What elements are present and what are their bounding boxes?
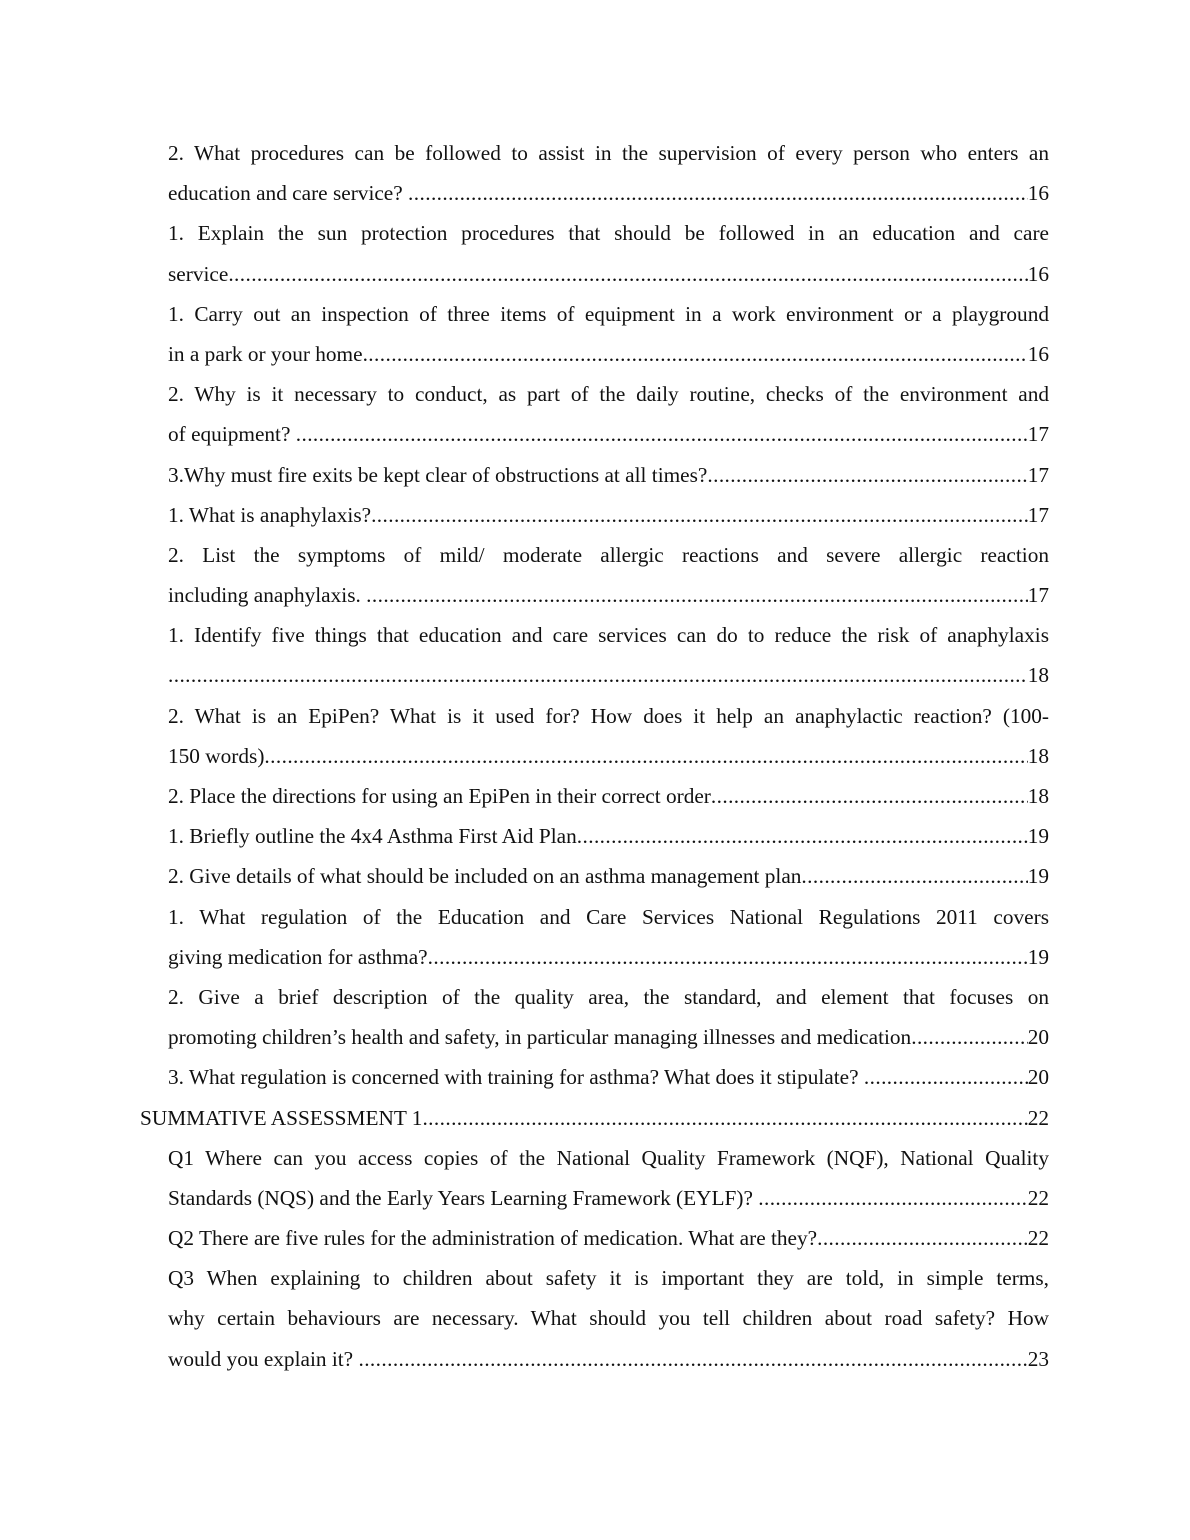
toc-entry-last-line [168,575,1049,615]
toc-entry[interactable] [168,615,1049,695]
toc-entry[interactable] [168,1138,1049,1218]
toc-entry-text: in a park or your home [168,341,363,366]
page-number: 19 [1027,864,1049,889]
dot-leader [707,455,1027,495]
toc-entry-last-line [168,1178,1049,1218]
dot-leader [758,1178,1027,1218]
toc-entry-last-line [140,1098,1049,1138]
toc-entry-text-line: 1. Explain the sun protection procedures that should be followed in an education and care [168,221,1049,246]
dot-leader [366,575,1028,615]
toc-entry-text-line: why certain behaviours are necessary. What should you tell children about road safety? How [168,1306,1049,1331]
toc-entry-text: promoting children’s health and safety, in particular managing illnesses and medication [168,1025,912,1050]
toc-entry-text: 3. What regulation is concerned with training for asthma? What does it stipulate? [168,1065,864,1090]
toc-entry[interactable] [168,455,1049,495]
dot-leader [711,776,1028,816]
toc-entry-text-line: 1. Identify five things that education and care services can do to reduce the risk of anaphylaxis [168,623,1049,648]
toc-entry-last-line [168,1339,1049,1379]
toc-entry-last-line [168,414,1049,454]
dot-leader [864,1057,1028,1097]
toc-entry-text: 1. What is anaphylaxis? [168,502,372,527]
page-number: 22 [1027,1226,1049,1251]
toc-entry-text: including anaphylaxis. [168,583,367,608]
dot-leader [801,856,1027,896]
dot-leader [296,414,1028,454]
toc-entry-last-line [168,455,1049,495]
toc-entry-text-line: 2. List the symptoms of mild/ moderate allergic reactions and severe allergic reaction [168,542,1049,567]
toc-entry-text: service [168,261,229,286]
toc-entry-text: Q2 There are five rules for the administration of medication. What are they? [168,1226,818,1251]
toc-entry[interactable] [168,1057,1049,1097]
toc-entry[interactable] [168,133,1049,213]
toc-entry-last-line [168,173,1049,213]
toc-entry-text: Standards (NQS) and the Early Years Learning Framework (EYLF)? [168,1185,759,1210]
toc-entry-text: giving medication for asthma? [168,944,428,969]
page-number: 19 [1027,944,1049,969]
toc-entry[interactable] [168,856,1049,896]
toc-entry-text-line: 1. Carry out an inspection of three items of equipment in a work environment or a playground [168,301,1049,326]
toc-entry-last-line [168,776,1049,816]
page-number: 20 [1027,1065,1049,1090]
toc-entry-last-line [168,1017,1049,1057]
toc-entry-last-line [168,254,1049,294]
toc-entry[interactable] [168,977,1049,1057]
toc-entry-text-line: Q1 Where can you access copies of the National Quality Framework (NQF), National Quality [168,1145,1049,1170]
toc-entry-last-line [168,495,1049,535]
toc-entry-text-line: 2. Why is it necessary to conduct, as part of the daily routine, checks of the environment and [168,382,1049,407]
toc-entry-text: SUMMATIVE ASSESSMENT 1 [140,1105,423,1130]
dot-leader [228,254,1027,294]
toc-entry-text-line: 2. Give a brief description of the quality area, the standard, and element that focuses on [168,984,1049,1009]
toc-entry[interactable] [168,495,1049,535]
dot-leader [264,736,1027,776]
toc-entry-text: 1. Briefly outline the 4x4 Asthma First Aid Plan [168,824,577,849]
page-number: 18 [1027,663,1049,688]
toc-entry-last-line [168,655,1049,695]
toc-entry[interactable] [168,897,1049,977]
page-number: 16 [1027,341,1049,366]
page-number: 22 [1027,1105,1049,1130]
toc-entry[interactable] [168,213,1049,293]
page-number: 16 [1027,261,1049,286]
page-number: 17 [1027,502,1049,527]
toc-entry-last-line [168,1057,1049,1097]
dot-leader [422,1098,1027,1138]
dot-leader [168,655,1028,695]
toc-entry-text: 150 words) [168,743,265,768]
dot-leader [363,334,1028,374]
toc-entry-text: 3.Why must fire exits be kept clear of obstructions at all times? [168,462,708,487]
toc-entry[interactable] [168,374,1049,454]
page-number: 19 [1027,824,1049,849]
page-number: 16 [1027,181,1049,206]
toc-entry-last-line [168,816,1049,856]
toc-entry-text: education and care service? [168,181,409,206]
toc-entry[interactable] [168,1218,1049,1258]
page-number: 17 [1027,422,1049,447]
toc-entry[interactable] [168,816,1049,856]
toc-entry-text-line: 2. What is an EpiPen? What is it used for? How does it help an anaphylactic reaction? (100- [168,703,1049,728]
dot-leader [408,173,1028,213]
toc-entry-text-line: Q3 When explaining to children about safety it is important they are told, in simple terms, [168,1266,1049,1291]
dot-leader [577,816,1028,856]
toc-entry[interactable] [140,1098,1049,1138]
page-number: 18 [1027,743,1049,768]
toc-entry-last-line [168,1218,1049,1258]
dot-leader [371,495,1028,535]
dot-leader [911,1017,1027,1057]
toc-entry-last-line [168,856,1049,896]
page-number: 20 [1027,1025,1049,1050]
toc-entry[interactable] [168,696,1049,776]
dot-leader [817,1218,1028,1258]
toc-entry[interactable] [168,1258,1049,1379]
dot-leader [358,1339,1027,1379]
page-number: 17 [1027,583,1049,608]
toc-entry[interactable] [168,294,1049,374]
table-of-contents [0,133,1190,1379]
page-number: 23 [1027,1346,1049,1371]
toc-entry-text: 2. Give details of what should be included on an asthma management plan [168,864,802,889]
toc-entry-last-line [168,334,1049,374]
toc-entry-last-line [168,937,1049,977]
toc-entry-text: of equipment? [168,422,296,447]
toc-entry-text-line: 1. What regulation of the Education and Care Services National Regulations 2011 covers [168,904,1049,929]
toc-entry-last-line [168,736,1049,776]
toc-entry-text: 2. Place the directions for using an EpiPen in their correct order [168,784,711,808]
toc-entry[interactable] [168,776,1049,816]
dot-leader [428,937,1028,977]
toc-entry-text: would you explain it? [168,1346,359,1371]
page-number: 17 [1027,462,1049,487]
page-number: 22 [1027,1185,1049,1210]
toc-entry[interactable] [168,535,1049,615]
toc-entry-text-line: 2. What procedures can be followed to assist in the supervision of every person who enters an [168,141,1049,165]
page-number: 18 [1027,784,1049,808]
